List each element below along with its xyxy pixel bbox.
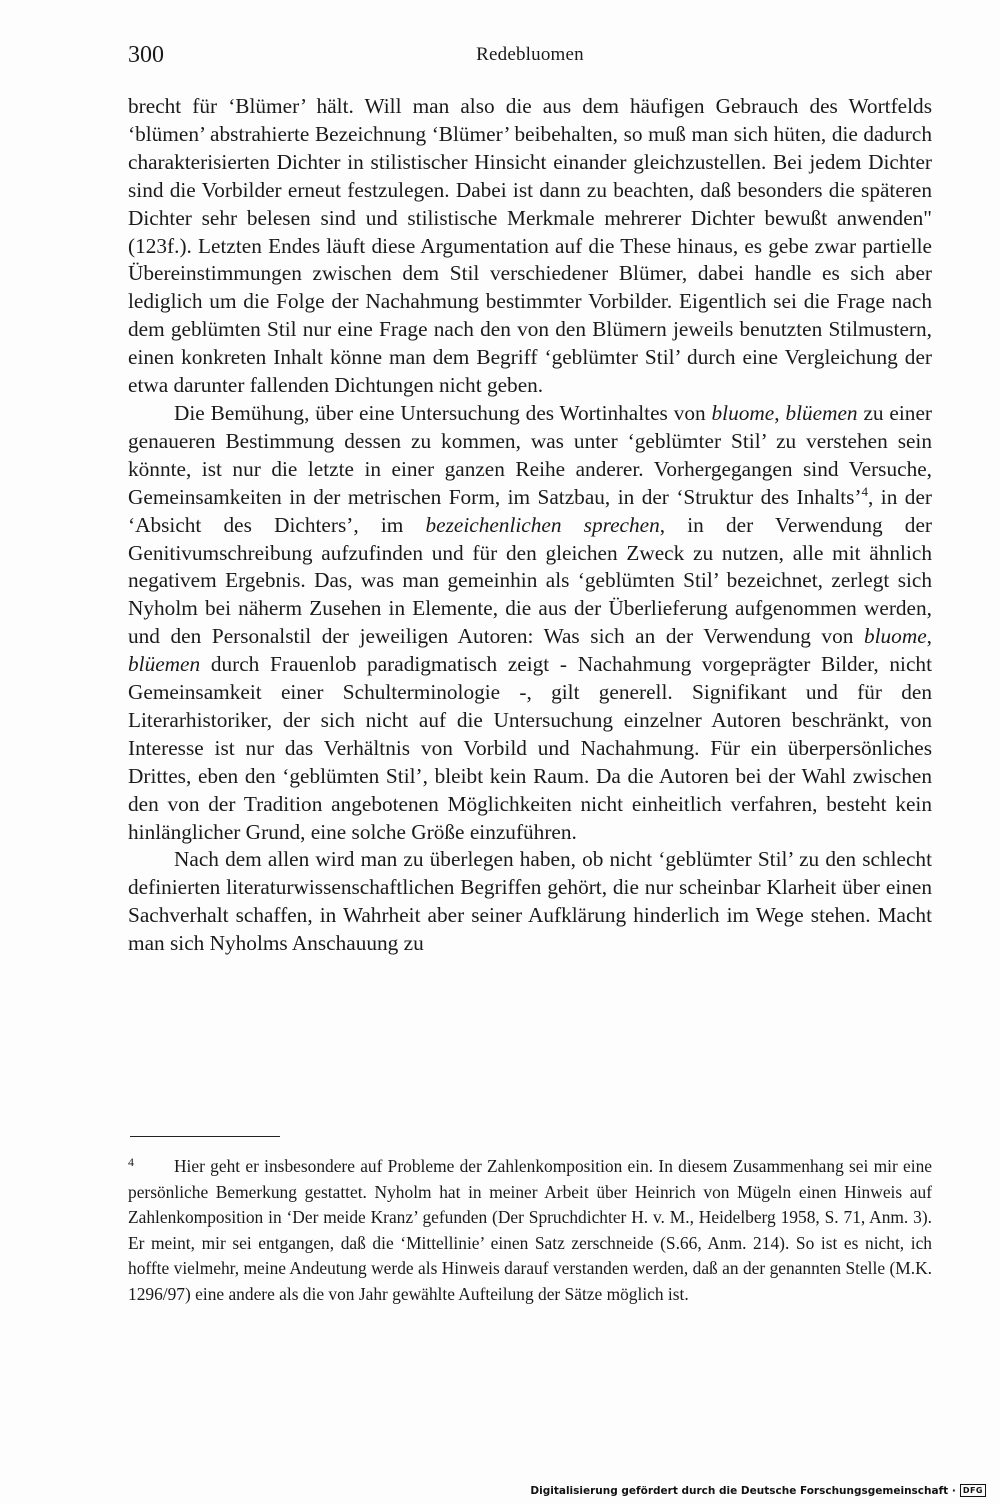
running-head: Redebluomen	[476, 44, 584, 65]
italic-run: blüemen	[785, 400, 858, 425]
text-run: Nach dem allen wird man zu überlegen haben, ob nicht ‘geblümter Stil’ zu den schlecht definierten literaturwissenschaftlichen Begriffen gehört, die nur scheinbar Klarheit über einen Sachverhalt schaffen, in Wahrheit aber seiner Aufklärung hinderlich im Wege stehen. Macht man sich Nyholms Anschauung zu	[128, 847, 932, 956]
text-run: brecht für ‘Blümer’ hält. Will man also die aus dem häufigen Gebrauch des Wortfelds ‘blümen’ abstrahierte Bezeichnung ‘Blümer’ beibehalten, so muß man sich hüten, die dadurch charakterisierten Dichter in stilistischer Hinsicht einander gleichzustellen. Bei jedem Dichter sind die Vorbilder erneut festzulegen. Dabei ist dann zu beachten, daß besonders die späteren Dichter sehr belesen sind und stilistische Merkmale mehrerer Dichter bewußt anwenden" (123f.). Letzten Endes läuft diese Argumentation auf die These hinaus, es gebe zwar partielle Übereinstimmungen zwischen dem Stil verschiedener Blümer, dabei handle es sich aber lediglich um die Folge der Nachahmung bestimmter Vorbilder. Eigentlich sei die Frage nach dem geblümten Stil nur eine Frage nach den von den Blümern jeweils benutzten Stilmustern, einen konkreten Inhalt könne man dem Begriff ‘geblümter Stil’ durch eine Vergleichung der etwa darunter fallenden Dichtungen nicht geben.	[128, 94, 932, 398]
paragraph	[128, 93, 932, 400]
digitization-credit	[530, 1484, 986, 1497]
footnote-number: 4	[128, 1155, 134, 1169]
credit-text: Digitalisierung gefördert durch die Deutsche Forschungsgemeinschaft ·	[530, 1484, 956, 1497]
text-run: Die Bemühung, über eine Untersuchung des Wortinhaltes von	[174, 400, 712, 425]
italic-run: blüemen	[128, 652, 201, 677]
text-run: zu einer genaueren Bestimmung dessen zu kommen, was unter ‘geblümter Stil’ zu verstehen sein könnte, ist nur die letzte in einer ganzen Reihe anderer. Vorhergegangen sind Versuche, Gemeinsamkeiten in der metrischen Form, im Satzbau, in der ‘Struktur des Inhalts’	[128, 400, 932, 509]
page-number: 300	[128, 42, 164, 68]
paragraph	[128, 846, 932, 958]
footnote	[128, 1150, 932, 1308]
text-run: ,	[926, 624, 932, 649]
text-run: , in der Verwendung der Genitivumschreibung aufzufinden und für den gleichen Zweck zu nutzen, alle mit ähnlich negativem Ergebnis. Das, was man gemeinhin als ‘geblümten Stil’ bezeichnet, zerlegt sich Nyholm bei näherm Zusehen in Elemente, die aus der Überlieferung aufgenommen werden, und den Personalstil der jeweiligen Autoren: Was sich an der Verwendung von	[128, 512, 933, 649]
page-header	[128, 42, 932, 72]
paragraph	[128, 400, 932, 847]
footnote-text: Hier geht er insbesondere auf Probleme der Zahlenkomposition ein. In diesem Zusammenhang sei mir eine persönliche Bemerkung gestattet. Nyholm hat in meiner Arbeit über Heinrich von Mügeln einen Hinweis auf Zahlenkomposition in ‘Der meide Kranz’ gefunden (Der Spruchdichter H. v. M., Heidelberg 1958, S. 71, Anm. 3). Er meint, mir sei entgangen, daß die ‘Mittellinie’ einen Satz zerschneide (S.66, Anm. 214). So ist es nicht, ich hoffte vielmehr, meine Andeutung werde als Hinweis darauf verstanden werden, daß an der genannten Stelle (M.K. 1296/97) eine andere als die von Jahr gewählte Aufteilung der Sätze möglich ist.	[128, 1156, 932, 1304]
text-run: ,	[774, 400, 786, 425]
italic-run: bezeichenlichen sprechen	[425, 512, 660, 537]
dfg-logo-icon: DFG	[960, 1484, 986, 1497]
italic-run: bluome	[711, 400, 775, 425]
text-run: durch Frauenlob paradigmatisch zeigt - Nachahmung vorgeprägter Bilder, nicht Gemeinsamkeit einer Schulterminologie -, gilt generell. Signifikant und für den Literarhistoriker, der sich nicht auf die Untersuchung einzelner Autoren beschränkt, von Interesse ist nur das Verhältnis von Vorbild und Nachahmung. Für ein überpersönliches Drittes, eben den ‘geblümten Stil’, bleibt kein Raum. Da die Autoren bei der Wahl zwischen den von der Tradition angebotenen Möglichkeiten nicht einheitlich verfahren, besteht kein hinlänglicher Grund, eine solche Größe einzuführen.	[128, 652, 932, 844]
footnote-rule	[130, 1136, 280, 1137]
footnote-ref: 4	[861, 483, 869, 499]
body-text	[128, 93, 932, 958]
text-run: , in der ‘Absicht des Dichters’, im	[128, 484, 932, 537]
italic-run: bluome	[863, 624, 927, 649]
